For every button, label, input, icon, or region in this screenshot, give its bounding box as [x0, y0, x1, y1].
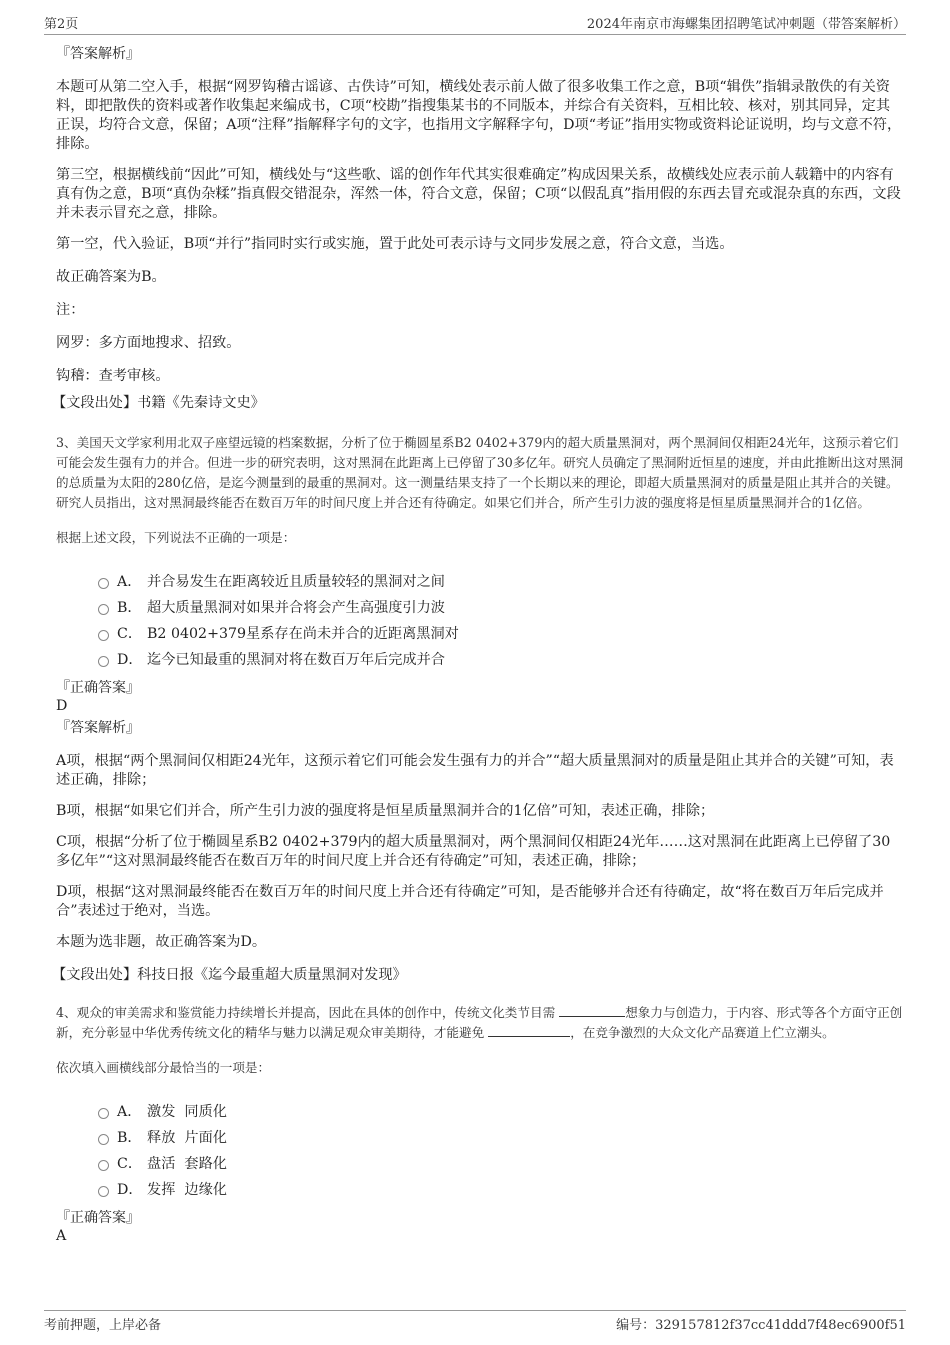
page-footer [44, 1310, 906, 1333]
radio-icon[interactable] [98, 630, 109, 641]
q3-answer-statement: 本题为选非题，故正确答案为D。 [56, 934, 267, 950]
option-label: A． [117, 1104, 142, 1120]
q4-prompt: 依次填入画横线部分最恰当的一项是： [56, 1060, 271, 1075]
main-content [52, 44, 904, 1248]
q3-explain-para: B项，根据“如果它们并合，所产生引力波的强度将是恒星质量黑洞并合的1亿倍”可知，表述正确，排除； [56, 803, 715, 819]
q4-options [98, 1098, 904, 1202]
option-label: D． [117, 1182, 143, 1198]
radio-icon[interactable] [98, 1134, 109, 1145]
q2-explain-para: 第一空，代入验证，B项“并行”指同时实行或实施，置于此处可表示诗与文同步发展之意，符合文意，当选。 [56, 236, 734, 252]
fill-blank [559, 1004, 625, 1017]
q3-option-b[interactable] [98, 594, 904, 620]
q4-option-d[interactable] [98, 1176, 904, 1202]
q3-answer: D [56, 698, 68, 714]
q2-source: 【文段出处】书籍《先秦诗文史》 [52, 395, 265, 411]
option-text: B2 0402+379星系存在尚未并合的近距离黑洞对 [147, 626, 459, 642]
option-text: 超大质量黑洞对如果并合将会产生高强度引力波 [147, 600, 445, 616]
q4-option-a[interactable] [98, 1098, 904, 1124]
q2-explain-para: 本题可从第二空入手，根据“网罗钩稽古谣谚、古佚诗”可知，横线处表示前人做了很多收集工作之意，B项“辑佚”指辑录散佚的有关资料，即把散佚的资料或著作收集起来编成书，C项“校勘”指搜集某书的不同版本，并综合有关资料，互相比较、核对，别其同异，定其正误，均符合文意，保留；A项“注释”指解释字句的文字，也指用文字解释字句，D项“考证”指用实物或资料论证说明，均与文意不符，排除。 [56, 79, 902, 152]
option-label: B． [117, 1130, 142, 1146]
q2-note-item: 钩稽：查考审核。 [56, 368, 170, 384]
q4-text-part: 想象力与创造力，于内容、形式等各个方面守正创新，充分彰显中华优秀传统文化的精华与魅力以满足观众审美期待，才能避免 [56, 1005, 903, 1040]
radio-icon[interactable] [98, 578, 109, 589]
q4-answer-label: 『正确答案』 [56, 1210, 140, 1226]
option-text: 发挥 边缘化 [147, 1182, 227, 1198]
option-label: B． [117, 600, 142, 616]
q2-answer-statement: 故正确答案为B。 [56, 269, 166, 285]
fill-blank [488, 1024, 570, 1037]
option-text: 激发 同质化 [147, 1104, 227, 1120]
q2-explain-para: 第三空，根据横线前“因此”可知，横线处与“这些歌、谣的创作年代其实很难确定”构成因果关系，故横线处应表示前人载籍中的内容有真有伪之意，B项“真伪杂糅”指真假交错混杂，浑然一体，符合文意，保留；C项“以假乱真”指用假的东西去冒充或混杂真的东西，文段并未表示冒充之意，排除。 [56, 167, 901, 221]
q2-note-item: 网罗：多方面地搜求、招致。 [56, 335, 241, 351]
document-code [616, 1314, 906, 1333]
radio-icon[interactable] [98, 1108, 109, 1119]
q2-note-label: 注： [56, 302, 85, 318]
q3-explain-label: 『答案解析』 [56, 720, 140, 736]
q3-prompt: 根据上述文段，下列说法不正确的一项是： [56, 530, 296, 545]
option-label: D． [117, 652, 143, 668]
q3-explain-para: D项，根据“这对黑洞最终能否在数百万年的时间尺度上并合还有待确定”可知，是否能够并合还有待确定，故“将在数百万年后完成并合”表述过于绝对，当选。 [56, 884, 884, 919]
q3-options [98, 568, 904, 672]
option-text: 盘活 套路化 [147, 1156, 227, 1172]
q3-option-d[interactable] [98, 646, 904, 672]
q3-option-c[interactable] [98, 620, 904, 646]
option-text: 并合易发生在距离较近且质量较轻的黑洞对之间 [147, 574, 445, 590]
option-text: 迄今已知最重的黑洞对将在数百万年后完成并合 [147, 652, 445, 668]
radio-icon[interactable] [98, 1160, 109, 1171]
radio-icon[interactable] [98, 604, 109, 615]
option-text: 释放 片面化 [147, 1130, 227, 1146]
q4-text-part: 4、观众的审美需求和鉴赏能力持续增长并提高，因此在具体的创作中，传统文化类节目需 [56, 1005, 560, 1020]
option-label: C． [117, 1156, 143, 1172]
page-header [44, 10, 906, 35]
q4-question-text [56, 1003, 904, 1043]
radio-icon[interactable] [98, 656, 109, 667]
q4-option-c[interactable] [98, 1150, 904, 1176]
option-label: C． [117, 626, 143, 642]
code-value: 329157812f37cc41ddd7f48ec6900f51 [655, 1318, 906, 1333]
q4-text-part: ，在竞争激烈的大众文化产品赛道上伫立潮头。 [570, 1025, 835, 1040]
q4-answer: A [56, 1228, 67, 1244]
q3-question-text: 3、美国天文学家利用北双子座望远镜的档案数据，分析了位于椭圆星系B2 0402+379内的超大质量黑洞对，两个黑洞间仅相距24光年，这预示着它们可能会发生强有力的并合。但进一步的研究表明，这对黑洞在此距离上已停留了30多亿年。研究人员确定了黑洞附近恒星的速度，并由此推断出这对黑洞的总质量为太阳的280亿倍，是迄今测量到的最重的黑洞对。这一测量结果支持了一个长期以来的理论，即超大质量黑洞对的质量是阻止其并合的关键。研究人员指出，这对黑洞最终能否在数百万年的时间尺度上并合还有待确定。如果它们并合，所产生引力波的强度将是恒星质量黑洞并合的1亿倍。 [56, 435, 904, 510]
q3-explain-para: A项，根据“两个黑洞间仅相距24光年，这预示着它们可能会发生强有力的并合”“超大质量黑洞对的质量是阻止其并合的关键”可知，表述正确，排除； [56, 753, 894, 788]
q2-explain-label: 『答案解析』 [56, 46, 140, 62]
option-label: A． [117, 574, 142, 590]
q3-source: 【文段出处】科技日报《迄今最重超大质量黑洞对发现》 [52, 967, 407, 983]
q3-option-a[interactable] [98, 568, 904, 594]
document-title: 2024年南京市海螺集团招聘笔试冲刺题（带答案解析） [586, 17, 906, 32]
q4-option-b[interactable] [98, 1124, 904, 1150]
footer-slogan: 考前押题，上岸必备 [44, 1318, 162, 1333]
page-number: 第2页 [44, 17, 79, 32]
code-label: 编号： [616, 1318, 656, 1333]
radio-icon[interactable] [98, 1186, 109, 1197]
q3-explain-para: C项，根据“分析了位于椭圆星系B2 0402+379内的超大质量黑洞对，两个黑洞间仅相距24光年……这对黑洞在此距离上已停留了30多亿年”“这对黑洞最终能否在数百万年的时间尺度上并合还有待确定”可知，表述正确，排除； [56, 834, 891, 869]
q3-answer-label: 『正确答案』 [56, 680, 140, 696]
